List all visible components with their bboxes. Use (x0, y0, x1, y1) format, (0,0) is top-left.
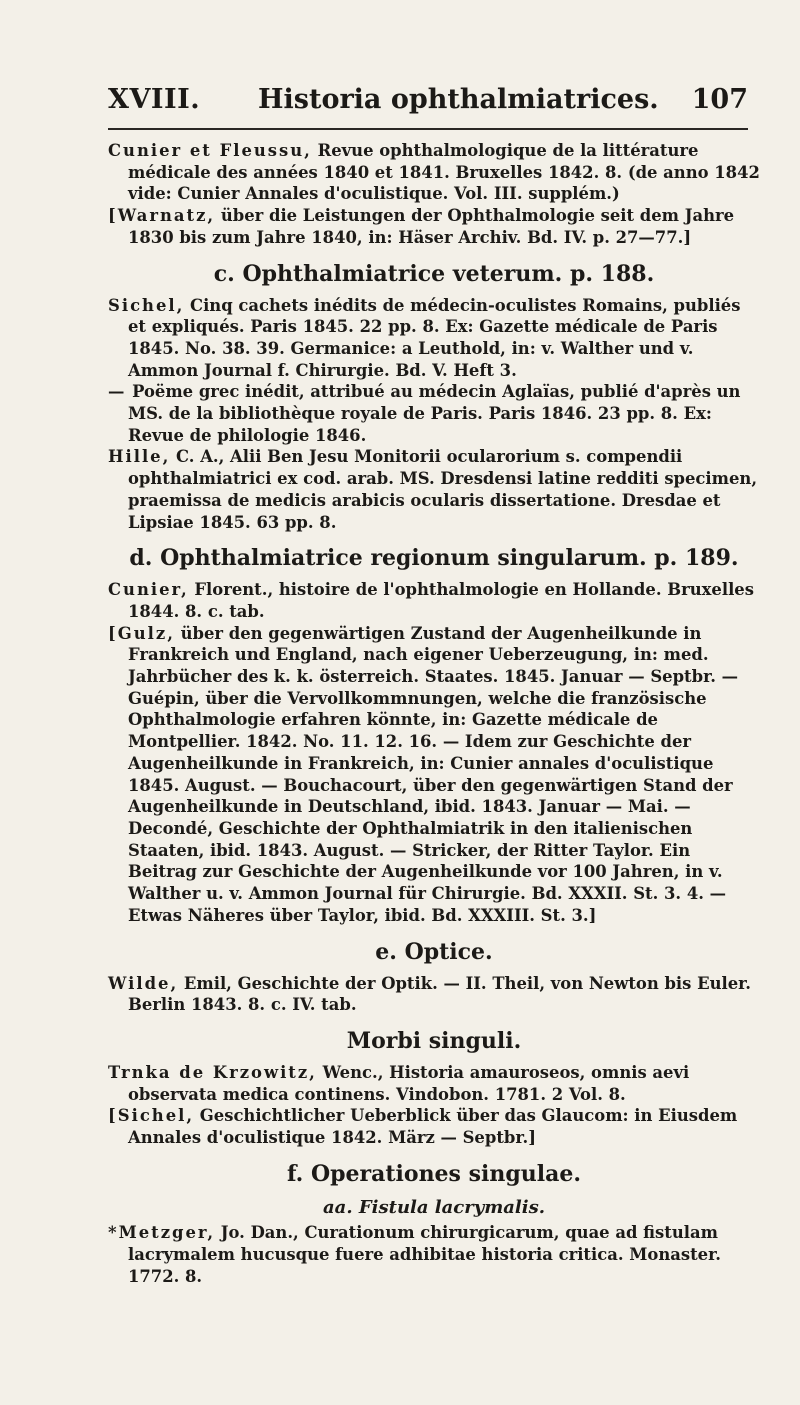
bibliography-entry (108, 1062, 760, 1105)
entry-text: Cinq cachets inédits de médecin-oculistes Romains, publiés et expliqués. Paris 1845. 22 pp. 8. Ex: Gazette médicale de Paris 1845. No. 38. 39. Germanice: a Leuthold, in: v. Walther und v. Ammon Journal f. Chirurgie. Bd. V. Heft 3. (128, 295, 741, 380)
entry-author: Wilde, (108, 973, 179, 993)
entry-text: Emil, Geschichte der Optik. — II. Theil, von Newton bis Euler. Berlin 1843. 8. c. IV. tab. (128, 973, 751, 1015)
entry-text: Geschichtlicher Ueberblick über das Glaucom: in Eiusdem Annales d'oculistique 1842. März — Septbr.] (128, 1106, 738, 1148)
chapter-number: XVIII. (108, 84, 201, 115)
bibliography-entry (108, 1105, 760, 1148)
entry-author: Cunier, (108, 580, 189, 600)
bibliography-entry (108, 623, 760, 927)
entry-text: C. A., Alii Ben Jesu Monitorii ocularorium s. compendii ophthalmiatrici ex cod. arab. MS. Dresdensi latine redditi specimen, praemissa de medicis arabicis ocularis dissertatione. Dresdae et Lipsiae 1845. 63 pp. 8. (128, 447, 758, 532)
entry-text: Revue ophthalmologique de la littérature médicale des années 1840 et 1841. Bruxelles 1842. 8. (de anno 1842 vide: Cunier Annales d'oculistique. Vol. III. supplém.) (128, 141, 760, 204)
entry-author: Hille, (108, 447, 171, 467)
entry-author: [Gulz, (108, 623, 175, 643)
running-header (108, 84, 748, 126)
bibliography-entry (108, 140, 760, 205)
entry-text: Florent., histoire de l'ophthalmologie en Hollande. Bruxelles 1844. 8. c. tab. (128, 580, 754, 621)
section-heading: f. Operationes singulae. (286, 1160, 581, 1187)
entry-text: Jo. Dan., Curationum chirurgicarum, quae ad fistulam lacrymalem hucusque fuere adhibitae historia critica. Monaster. 1772. 8. (128, 1223, 721, 1286)
entry-author: [Warnatz, (108, 206, 216, 226)
entry-author: Cunier et Fleussu, (108, 141, 312, 160)
entry-author: — (108, 382, 127, 402)
bibliography-body (108, 140, 760, 1288)
bibliography-entry (108, 295, 760, 382)
bibliography-entry (108, 1222, 760, 1287)
entry-author: Trnka de Krzowitz, (108, 1062, 317, 1082)
section-heading: d. Ophthalmiatrice regionum singularum. p. 189. (129, 545, 739, 572)
bibliography-entry (108, 446, 760, 533)
bibliography-entry (108, 205, 760, 248)
header-rule (108, 128, 748, 130)
running-title: Historia ophthalmiatrices. (258, 84, 659, 115)
section-heading: e. Optice. (375, 938, 493, 965)
section-heading: c. Ophthalmiatrice veterum. p. 188. (213, 260, 655, 287)
bibliography-entry (108, 579, 760, 622)
entry-text: über den gegenwärtigen Zustand der Augenheilkunde in Frankreich und England, nach eigener Ueberzeugung, in: med. Jahrbücher des k. k. österreich. Staates. 1845. Januar — Septbr. — Guépin, über die Vervollkommnungen, welche die französische Ophthalmologie erfahren könnte, in: Gazette médicale de Montpellier. 1842. No. 11. 12. 16. — Idem zur Geschichte der Augenheilkunde in Frankreich, in: Cunier annales d'oculistique 1845. August. — Bouchacourt, über den gegenwärtigen Stand der Augenheilkunde in Deutschland, ibid. 1843. Januar — Mai. — Decondé, Geschichte der Ophthalmiatrik in den italienischen Staaten, ibid. 1843. August. — Stricker, der Ritter Taylor. Ein Beitrag zur Geschichte der Augenheilkunde vor 100 Jahren, in v. Walther u. v. Ammon Journal für Chirurgie. Bd. XXXII. St. 3. 4. — Etwas Näheres über Taylor, ibid. Bd. XXXIII. St. 3.] (128, 623, 739, 925)
entry-text: Poëme grec inédit, attribué au médecin Aglaïas, publié d'après un MS. de la bibliothèque royale de Paris. Paris 1846. 23 pp. 8. Ex: Revue de philologie 1846. (126, 382, 741, 445)
entry-author: [Sichel, (108, 1106, 195, 1126)
entry-author: *Metzger, (108, 1223, 216, 1243)
entry-text: über die Leistungen der Ophthalmologie seit dem Jahre 1830 bis zum Jahre 1840, in: Häser Archiv. Bd. IV. p. 27—77.] (128, 206, 735, 247)
bibliography-entry (108, 973, 760, 1016)
entry-author: Sichel, (108, 295, 185, 315)
bibliography-entry (108, 381, 760, 446)
section-heading: Morbi singuli. (346, 1027, 522, 1054)
subsection-heading: aa. Fistula lacrymalis. (323, 1196, 545, 1218)
entry-text: Wenc., Historia amauroseos, omnis aevi observata medica continens. Vindobon. 1781. 2 Vol. 8. (128, 1062, 690, 1104)
page-number: 107 (691, 84, 748, 115)
